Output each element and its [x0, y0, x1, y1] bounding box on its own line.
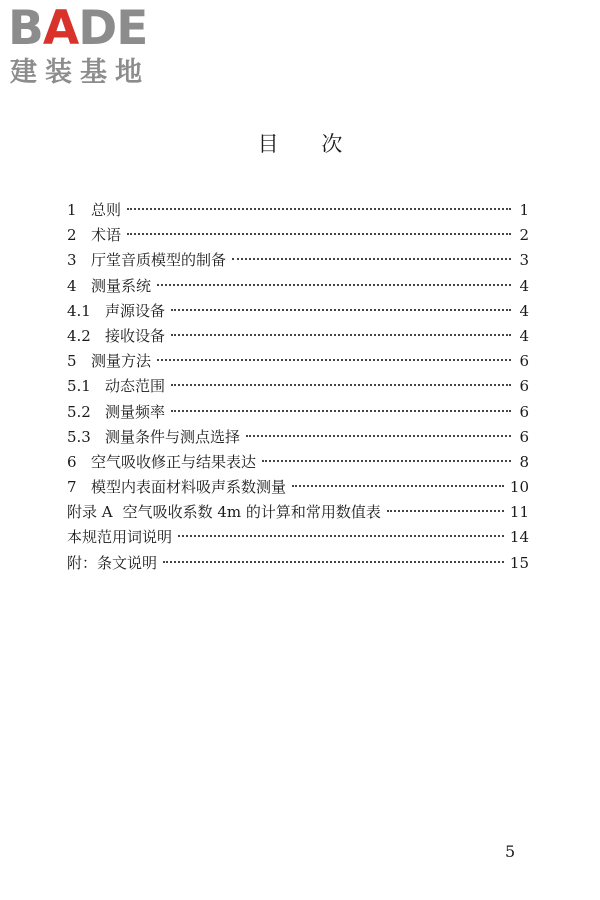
toc-leader-dots	[387, 510, 504, 512]
toc-leader-dots	[171, 384, 511, 386]
toc-leader-dots	[262, 460, 511, 462]
toc-leader-dots	[178, 535, 504, 537]
toc-leader-dots	[127, 233, 511, 235]
toc-entry-title: 测量频率	[105, 402, 166, 421]
toc-entry-title: 测量方法	[91, 352, 152, 371]
toc-entry-page: 6	[519, 427, 529, 446]
logo-letters-de: DE	[78, 1, 148, 56]
toc-leader-dots	[157, 359, 511, 361]
toc-entry-title: 测量系统	[91, 276, 152, 295]
toc-entry-number: 2	[67, 226, 77, 245]
toc-entry-5-1[interactable]	[67, 374, 529, 399]
toc-entry-3[interactable]	[67, 248, 529, 273]
toc-entry-number: 4.2	[67, 326, 91, 345]
toc-entry-title: 接收设备	[105, 326, 166, 345]
toc-entry-7[interactable]	[67, 475, 529, 500]
toc-entry-number: 6	[67, 452, 77, 471]
toc-entry-page: 3	[519, 251, 529, 270]
toc-leader-dots	[232, 258, 511, 260]
toc-entry-title: 空气吸收系数 4m 的计算和常用数值表	[122, 503, 381, 522]
toc-entry-number: 5.1	[67, 377, 91, 396]
toc-entry-title: 动态范围	[105, 377, 166, 396]
toc-entry-title: 空气吸收修正与结果表达	[91, 452, 257, 471]
toc-entry-title: 附：条文说明	[67, 553, 158, 572]
toc-entry-page: 6	[519, 402, 529, 421]
toc-entry-page: 11	[509, 503, 529, 522]
toc-leader-dots	[171, 410, 511, 412]
toc-entry-number: 5	[67, 352, 77, 371]
toc-leader-dots	[127, 208, 511, 210]
toc-entry-title: 本规范用词说明	[67, 528, 173, 547]
toc-entry-1[interactable]	[67, 198, 529, 223]
toc-entry-title: 测量条件与测点选择	[105, 427, 241, 446]
toc-entry-4-1[interactable]	[67, 299, 529, 324]
bade-logo	[8, 1, 178, 90]
toc-entry-number: 附录 A	[67, 503, 113, 522]
toc-entry-clause-explanation[interactable]	[67, 551, 529, 576]
logo-wordmark	[8, 1, 148, 56]
toc-leader-dots	[171, 309, 511, 311]
page-number: 5	[505, 842, 516, 861]
toc-entry-title: 术语	[91, 226, 122, 245]
logo-letter-a: A	[42, 1, 79, 56]
toc-entry-number: 5.3	[67, 427, 91, 446]
toc-entry-page: 14	[509, 528, 529, 547]
toc-leader-dots	[163, 561, 504, 563]
toc-leader-dots	[292, 485, 504, 487]
toc-entry-appendix-a[interactable]	[67, 500, 529, 525]
toc-entry-number: 1	[67, 201, 77, 219]
toc-entry-page: 4	[519, 276, 529, 295]
toc-entry-4[interactable]	[67, 274, 529, 299]
toc-entry-number: 3	[67, 251, 77, 270]
toc-entry-5[interactable]	[67, 349, 529, 374]
toc-entry-6[interactable]	[67, 450, 529, 475]
toc-entry-page: 15	[509, 553, 529, 572]
toc-entry-5-3[interactable]	[67, 425, 529, 450]
toc-leader-dots	[246, 435, 511, 437]
toc-entry-page: 4	[519, 301, 529, 320]
logo-letter-b: B	[8, 1, 43, 56]
toc-leader-dots	[171, 334, 511, 336]
logo-subtitle: 建装基地	[10, 57, 150, 88]
toc-entry-page: 8	[519, 452, 529, 471]
toc-entry-5-2[interactable]	[67, 400, 529, 425]
toc-entry-number: 4	[67, 276, 77, 295]
toc-entry-4-2[interactable]	[67, 324, 529, 349]
toc-entry-page: 6	[519, 352, 529, 371]
toc-entry-wording-explanation[interactable]	[67, 525, 529, 550]
toc-entry-page: 10	[509, 478, 529, 497]
toc-entry-title: 厅堂音质模型的制备	[91, 251, 227, 270]
toc-leader-dots	[157, 284, 511, 286]
toc-entry-title: 模型内表面材料吸声系数测量	[91, 478, 287, 497]
toc-entry-page: 6	[519, 377, 529, 396]
page-title: 目 次	[257, 132, 343, 156]
toc-entry-page: 2	[519, 226, 529, 245]
toc-entry-title: 声源设备	[105, 301, 166, 320]
toc-entry-number: 4.1	[67, 301, 91, 320]
toc-entry-title: 总则	[91, 201, 122, 219]
table-of-contents	[67, 198, 529, 576]
toc-entry-2[interactable]	[67, 223, 529, 248]
toc-entry-page: 1	[519, 201, 529, 219]
toc-entry-number: 7	[67, 478, 77, 497]
toc-entry-number: 5.2	[67, 402, 91, 421]
toc-entry-page: 4	[519, 326, 529, 345]
